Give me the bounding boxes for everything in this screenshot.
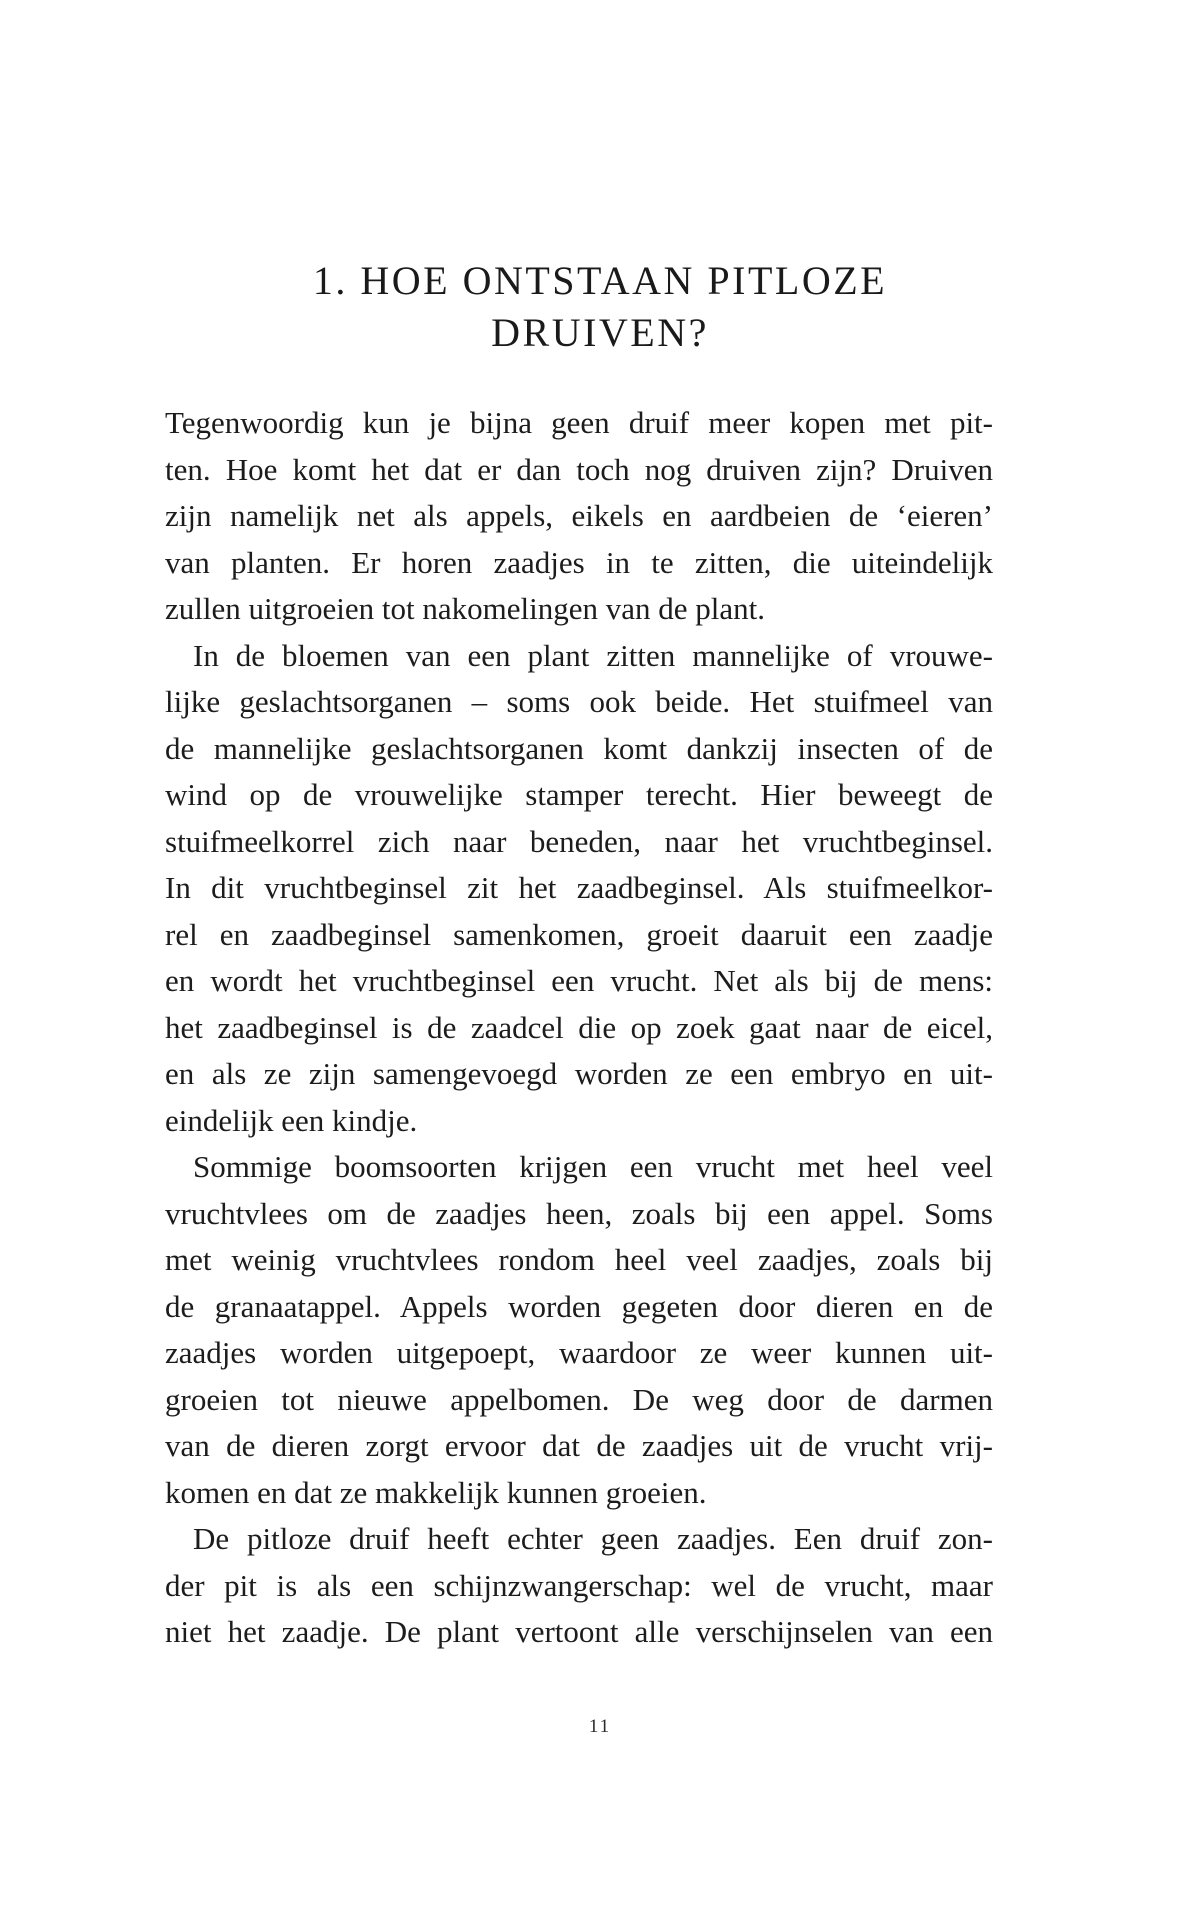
text-line: en wordt het vruchtbeginsel een vrucht. Net als bij de mens: [165,963,993,998]
paragraph-3 [165,1144,993,1516]
text-line: zijn namelijk net als appels, eikels en aardbeien de ‘eieren’ [165,498,993,533]
text-line: met weinig vruchtvlees rondom heel veel zaadjes, zoals bij [165,1242,993,1277]
paragraph-2 [165,633,993,1145]
text-line: ten. Hoe komt het dat er dan toch nog druiven zijn? Druiven [165,451,993,487]
text-line: zaadjes worden uitgepoept, waardoor ze weer kunnen uit- [165,1335,993,1370]
text-line: niet het zaadje. De plant vertoont alle verschijnselen van een [165,1614,993,1649]
text-line: van de dieren zorgt ervoor dat de zaadjes uit de vrucht vrij- [165,1428,993,1463]
text-line: rel en zaadbeginsel samenkomen, groeit daaruit een zaadje [165,916,993,952]
text-line: van planten. Er horen zaadjes in te zitten, die uiteindelijk [165,544,993,580]
text-line: wind op de vrouwelijke stamper terecht. Hier beweegt de [165,777,993,812]
page-number: 11 [588,1716,612,1737]
text-line: stuifmeelkorrel zich naar beneden, naar het vruchtbeginsel. [165,823,993,859]
text-line: Sommige boomsoorten krijgen een vrucht met heel veel [193,1149,993,1184]
paragraph-1 [165,400,993,633]
text-line: In dit vruchtbeginsel zit het zaadbeginsel. Als stuifmeelkor- [165,870,993,905]
body-text [165,400,993,1656]
text-line: der pit is als een schijnzwangerschap: wel de vrucht, maar [165,1567,993,1603]
text-line: vruchtvlees om de zaadjes heen, zoals bij een appel. Soms [165,1195,993,1231]
chapter-title-line-1: 1. HOE ONTSTAAN PITLOZE [312,258,888,303]
text-line: De pitloze druif heeft echter geen zaadjes. Een druif zon- [193,1521,993,1556]
text-line: Tegenwoordig kun je bijna geen druif meer kopen met pit- [165,405,993,440]
text-line: zullen uitgroeien tot nakomelingen van de plant. [165,591,766,626]
chapter-title [160,255,1040,359]
paragraph-4 [165,1516,993,1656]
text-line: de mannelijke geslachtsorganen komt dankzij insecten of de [165,730,993,766]
text-line: en als ze zijn samengevoegd worden ze een embryo en uit- [165,1056,993,1091]
text-line: komen en dat ze makkelijk kunnen groeien. [165,1474,707,1510]
chapter-title-line-2: DRUIVEN? [491,310,709,355]
text-line: het zaadbeginsel is de zaadcel die op zoek gaat naar de eicel, [165,1009,993,1045]
text-line: eindelijk een kindje. [165,1102,418,1138]
text-line: de granaatappel. Appels worden gegeten door dieren en de [165,1288,993,1324]
text-line: lijke geslachtsorganen – soms ook beide. Het stuifmeel van [165,684,993,719]
text-line: groeien tot nieuwe appelbomen. De weg door de darmen [165,1381,993,1417]
text-line: In de bloemen van een plant zitten mannelijke of vrouwe- [193,637,993,673]
